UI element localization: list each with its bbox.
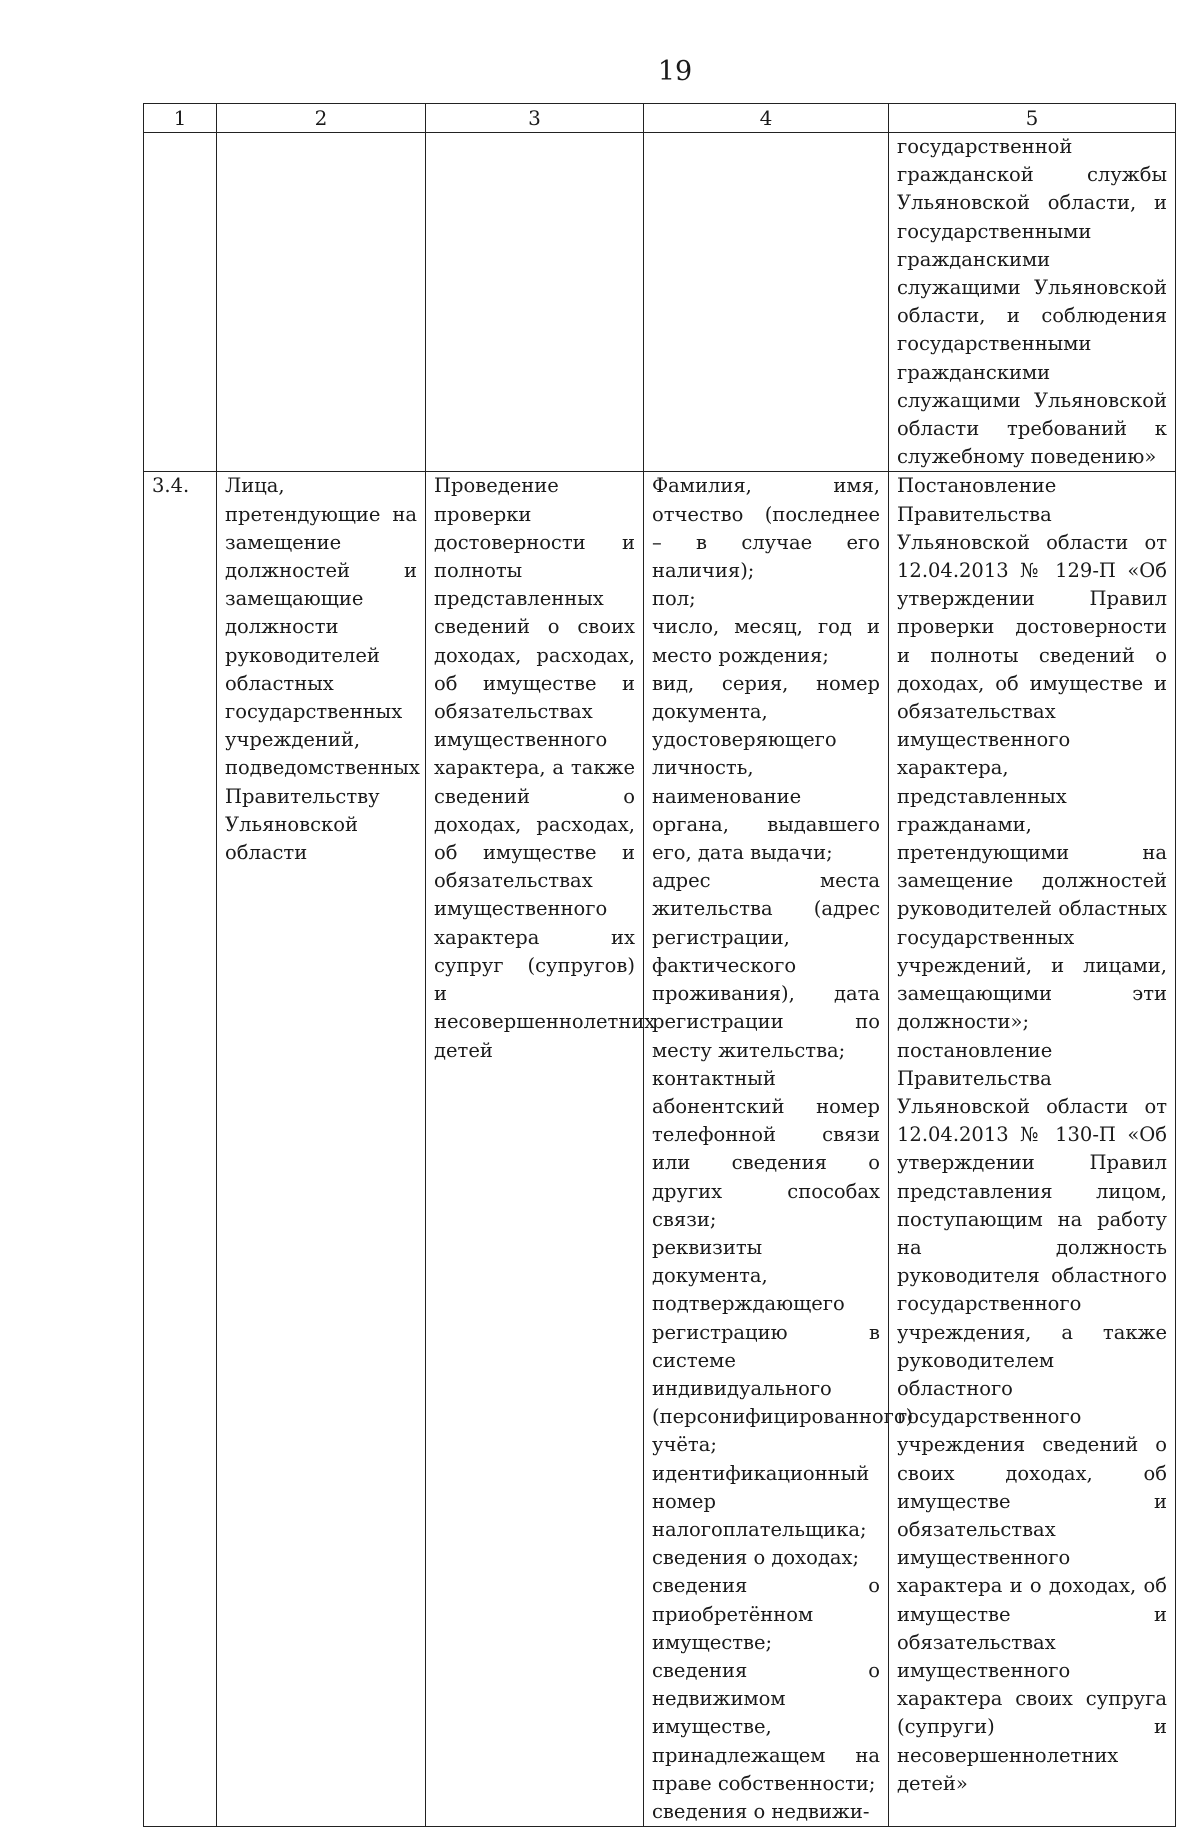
header-col-5: 5 <box>889 104 1176 133</box>
data-item: адрес места жительства (адрес регистрации, фактического проживания), дата регистрации по месту жительства; <box>652 869 880 1062</box>
legal-basis-item: постановление Правительства Ульяновской области от 12.04.2013 № 130-П «Об утверждении Правил представления лицом, поступающим на работу на должность руководителя областного государственного учреждения, а также руководителем областного государственного учреждения сведений о своих доходах, об имуществе и обязательствах имущественного характера и о доходах, об имуществе и обязательствах имущественного характера своих супруга (супруги) и несовершеннолетних детей» <box>897 1038 1167 1795</box>
data-items-cell <box>644 472 914 1827</box>
table-row-3-4 <box>144 472 1176 1827</box>
data-item: контактный абонентский номер телефонной связи или сведения о других способах связи; <box>652 1066 880 1231</box>
data-item: сведения о доходах; <box>652 1546 860 1570</box>
header-col-4: 4 <box>644 104 889 133</box>
purpose-cell: Проведение проверки достоверности и полноты представленных сведений о своих доходах, расходах, об имуществе и обязательствах имущественного характера, а также сведений о доходах, расходах, об имуществе и обязательствах имущественного характера их супруг (супругов) и несовершеннолетних детей <box>426 472 644 1827</box>
header-col-3: 3 <box>426 104 644 133</box>
persons-cell: Лица, претендующие на замещение должностей и замещающие должности руководителей областных государственных учреждений, подведомственных Правительству Ульяновской области <box>217 472 426 1827</box>
row-number: 3.4. <box>144 472 217 1827</box>
continuation-row <box>144 133 1176 472</box>
data-item: идентификационный номер налогоплательщика; <box>652 1461 870 1541</box>
header-col-1: 1 <box>144 104 217 133</box>
header-row <box>144 104 1176 133</box>
data-item: Фамилия, имя, отчество (последнее – в случае его наличия); <box>652 474 880 583</box>
cont-cell-1 <box>144 133 217 472</box>
data-item: сведения о недвижи- <box>652 1799 870 1823</box>
cont-cell-legal-basis: государственной гражданской службы Ульяновской области, и государственными гражданскими служащими Ульяновской области, и соблюдения государственными гражданскими служащими Ульяновской области требований к служебному поведению» <box>889 133 1176 472</box>
header-col-2: 2 <box>217 104 426 133</box>
page-number: 19 <box>657 56 693 87</box>
cont-cell-4 <box>644 133 889 472</box>
legal-basis-item: Постановление Правительства Ульяновской области от 12.04.2013 № 129-П «Об утверждении Правил проверки достоверности и полноты сведений о доходах, об имуществе и обязательствах имущественного характера, представленных гражданами, претендующими на замещение должностей руководителей областных государственных учреждений, и лицами, замещающими эти должности»; <box>897 474 1167 1034</box>
cont-cell-2 <box>217 133 426 472</box>
data-item: реквизиты документа, подтверждающего регистрацию в системе индивидуального (персонифицированного) учёта; <box>652 1235 914 1457</box>
data-item: вид, серия, номер документа, удостоверяющего личность, наименование органа, выдавшего его, дата выдачи; <box>652 671 880 865</box>
legal-basis-cell <box>889 472 1176 1827</box>
data-item: сведения о недвижимом имуществе, принадлежащем на праве собственности; <box>652 1658 880 1795</box>
cont-cell-3 <box>426 133 644 472</box>
data-item: сведения о приобретённом имуществе; <box>652 1574 880 1654</box>
data-item: число, месяц, год и место рождения; <box>652 615 880 667</box>
data-table <box>143 103 1176 1827</box>
data-item: пол; <box>652 587 696 611</box>
